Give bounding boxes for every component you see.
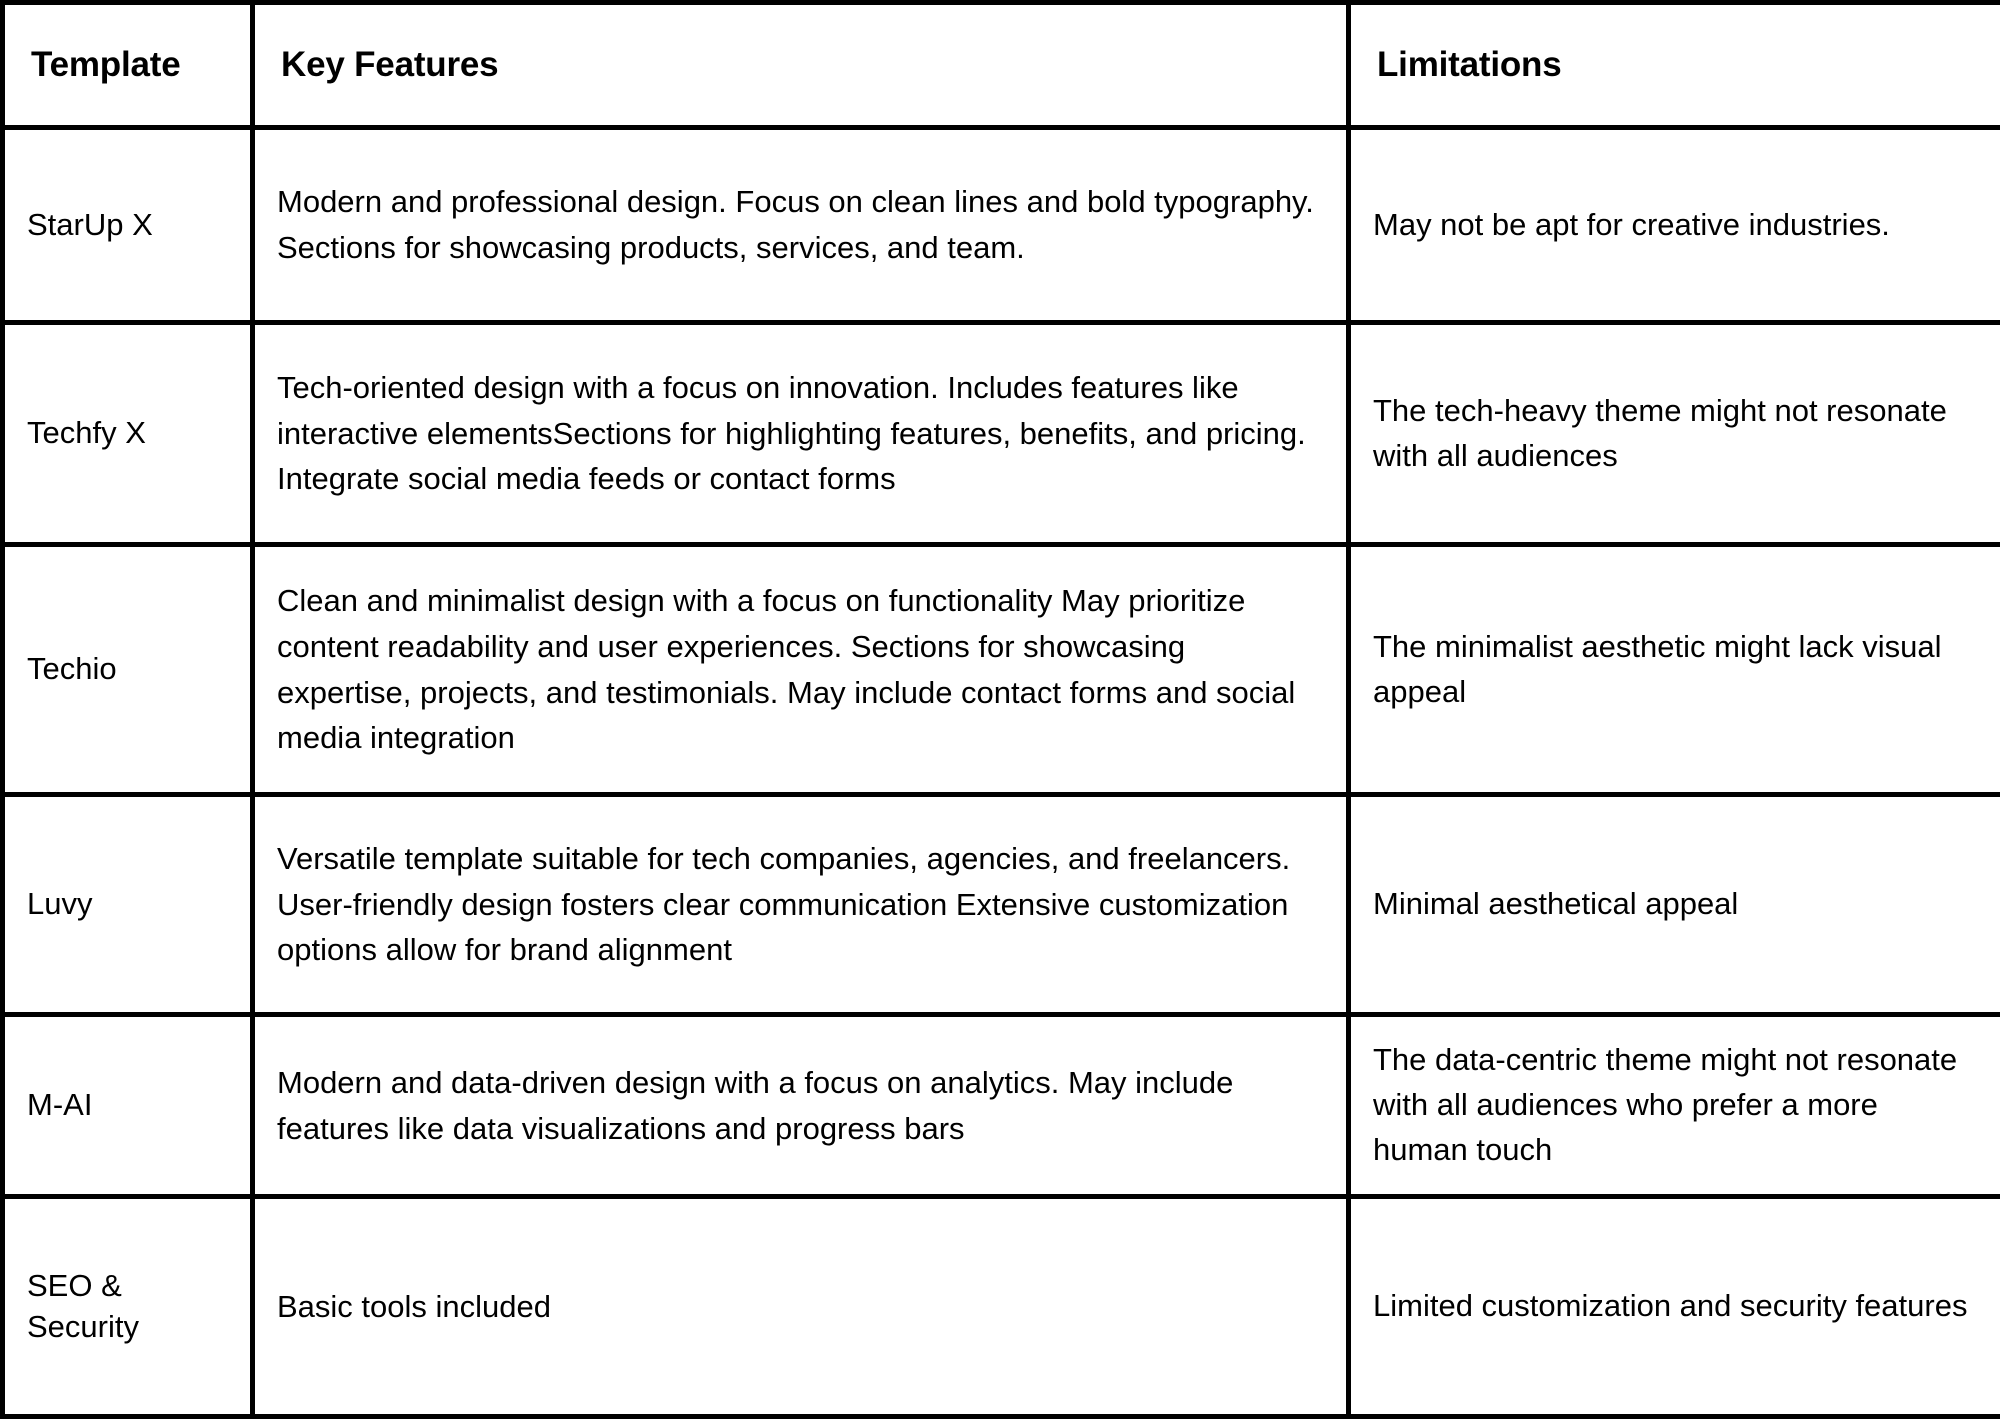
cell-limitations	[1349, 323, 2000, 545]
table-header	[3, 3, 2000, 128]
column-header-key-features-label: Key Features	[281, 44, 1324, 86]
key-features-text: Clean and minimalist design with a focus on functionality May prioritize content readability and user experiences. Sections for showcasing expertise, projects, and testimonials. May include contact forms and social media integration	[277, 578, 1324, 762]
cell-key-features	[253, 323, 1349, 545]
key-features-text: Basic tools included	[277, 1284, 1324, 1330]
limitations-text: The tech-heavy theme might not resonate with all audiences	[1373, 389, 1978, 479]
cell-limitations	[1349, 1015, 2000, 1197]
key-features-text: Modern and data-driven design with a focus on analytics. May include features like data visualizations and progress bars	[277, 1060, 1324, 1152]
cell-template-name	[3, 795, 253, 1015]
limitations-text: Limited customization and security features	[1373, 1284, 1978, 1329]
table-row	[3, 128, 2000, 323]
cell-limitations	[1349, 795, 2000, 1015]
key-features-text: Tech-oriented design with a focus on innovation. Includes features like interactive elementsSections for highlighting features, benefits, and pricing. Integrate social media feeds or contact forms	[277, 365, 1324, 503]
cell-key-features	[253, 795, 1349, 1015]
table-row	[3, 1015, 2000, 1197]
column-header-template	[3, 3, 253, 128]
cell-template-name	[3, 1197, 253, 1417]
table-row	[3, 795, 2000, 1015]
table-header-row	[3, 3, 2000, 128]
template-name-text: Techfy X	[27, 413, 228, 454]
table-row	[3, 323, 2000, 545]
template-name-text: Luvy	[27, 884, 228, 925]
cell-limitations	[1349, 545, 2000, 795]
column-header-limitations-label: Limitations	[1377, 44, 1978, 86]
column-header-limitations	[1349, 3, 2000, 128]
cell-template-name	[3, 545, 253, 795]
cell-template-name	[3, 323, 253, 545]
cell-limitations	[1349, 1197, 2000, 1417]
limitations-text: The data-centric theme might not resonate with all audiences who prefer a more human touch	[1373, 1038, 1978, 1173]
template-name-text: M-AI	[27, 1085, 228, 1126]
template-name-text: StarUp X	[27, 205, 228, 246]
key-features-text: Versatile template suitable for tech companies, agencies, and freelancers. User-friendly design fosters clear communication Extensive customization options allow for brand alignment	[277, 836, 1324, 974]
template-name-text: SEO & Security	[27, 1266, 228, 1348]
limitations-text: May not be apt for creative industries.	[1373, 203, 1978, 248]
table-body	[3, 128, 2000, 1417]
cell-template-name	[3, 128, 253, 323]
template-name-text: Techio	[27, 649, 228, 690]
table-row	[3, 545, 2000, 795]
cell-template-name	[3, 1015, 253, 1197]
cell-key-features	[253, 1197, 1349, 1417]
column-header-template-label: Template	[31, 44, 228, 86]
cell-key-features	[253, 545, 1349, 795]
limitations-text: Minimal aesthetical appeal	[1373, 882, 1978, 927]
table-row	[3, 1197, 2000, 1417]
cell-key-features	[253, 1015, 1349, 1197]
column-header-key-features	[253, 3, 1349, 128]
cell-key-features	[253, 128, 1349, 323]
limitations-text: The minimalist aesthetic might lack visual appeal	[1373, 625, 1978, 715]
key-features-text: Modern and professional design. Focus on clean lines and bold typography. Sections for showcasing products, services, and team.	[277, 179, 1324, 271]
cell-limitations	[1349, 128, 2000, 323]
